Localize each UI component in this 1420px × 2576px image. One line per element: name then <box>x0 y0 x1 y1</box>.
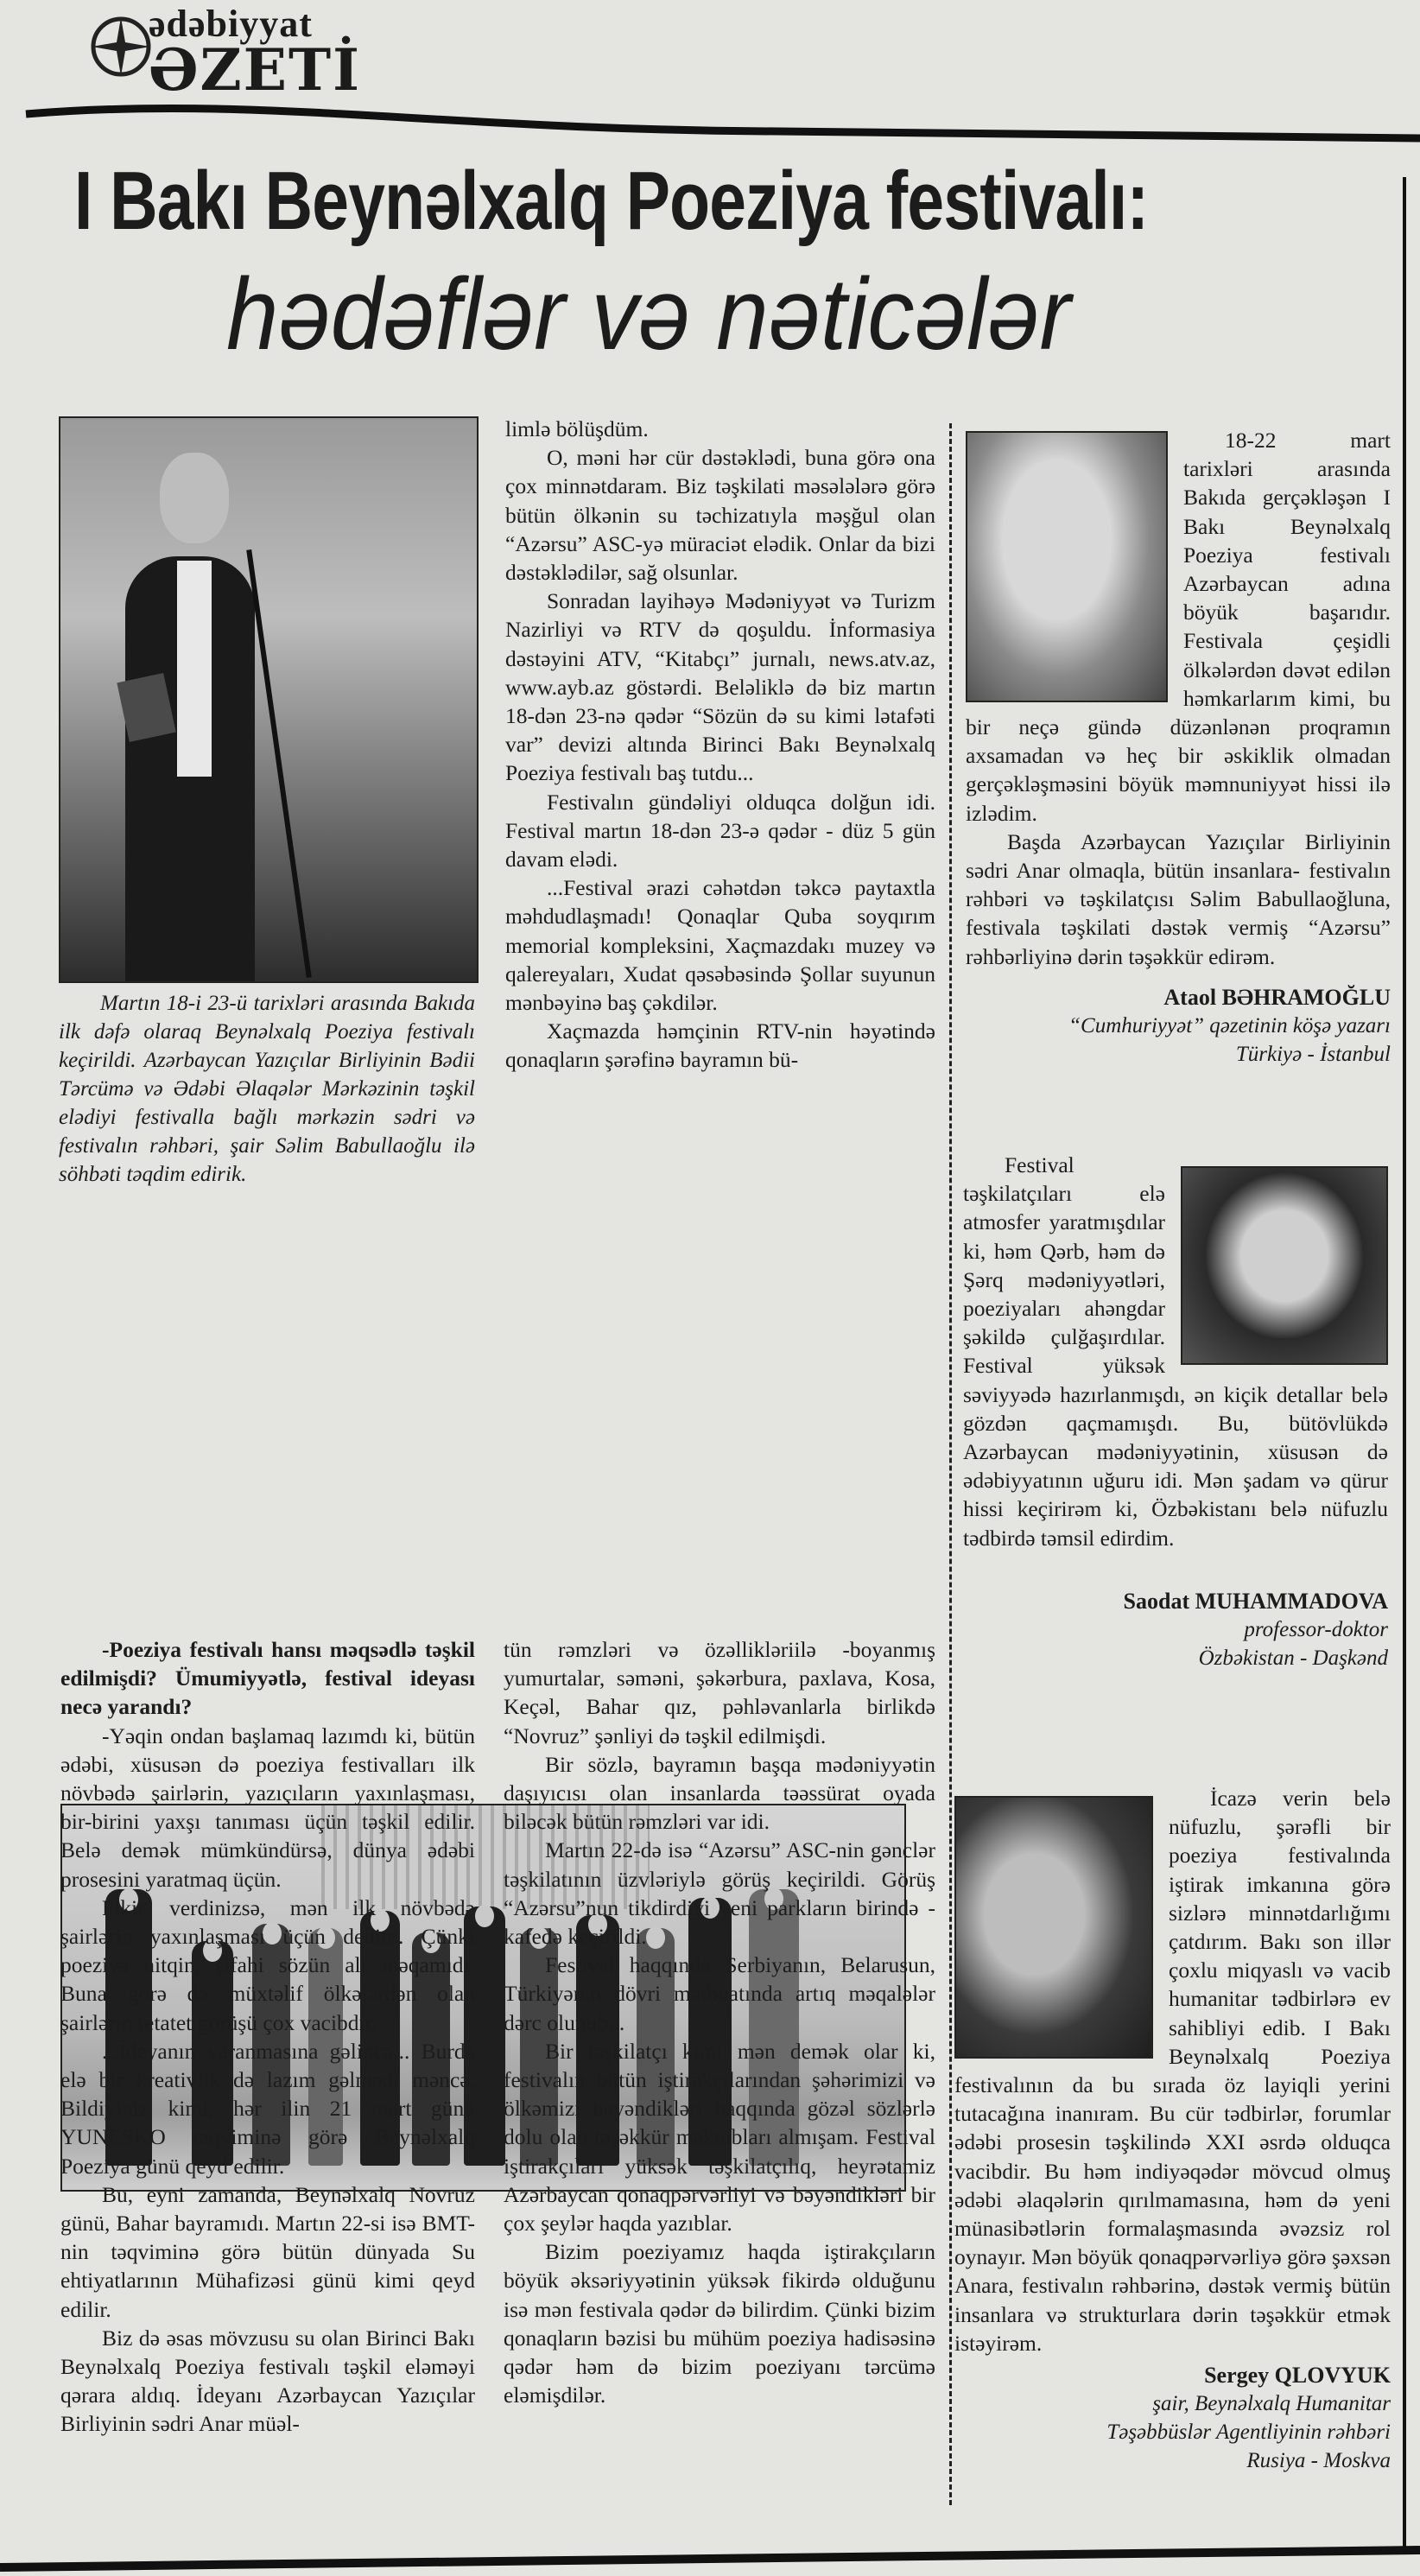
ataol-portrait <box>966 431 1168 702</box>
author-role: “Cumhuriyyət” qəzetinin köşə yazarı <box>1068 1014 1391 1038</box>
paragraph: Bir təşkilatçı kimi mən demək olar ki, festivalın bütün iştirakçılarından şəhərimizi və ölkəmizi bəyəndikləri haqqında gözəl sözlərlə dolu olan təşəkkür məktubları almışam. Festival iştirakçıları yüksək təşkilatçılıq, heyrətamiz Azərbaycan qonaqpərvərliyi və bəyəndikləri bir çox şeylər haqda yazıblar. <box>504 2038 935 2237</box>
column-divider <box>949 423 952 2505</box>
paragraph: Festival təşkilatçıları elə atmosfer yaratmışdılar ki, həm Qərb, həm də Şərq mədəniyyətləri, poeziyaları ahəngdar şəkildə çulğaşırdılar. Festival yüksək səviyyədə hazırlanmışdı, ən kiçik detallar belə gözdən qaçmamışdı. Bu, bütövlükdə Azərbaycan mədəniyyətinin, xüsusən də ədəbiyyatının uğuru idi. Mən şadam və qürur hissi keçirirəm ki, Özbəkistanı belə nüfuzlu tədbirdə təmsil edirdim. <box>963 1152 1388 1551</box>
logo-line1: ədəbiyyat <box>149 3 313 45</box>
photo-caption <box>59 989 475 1189</box>
paragraph: Festival haqqında Serbiyanın, Belarusun, Türkiyənin dövri mətbuatında artıq məqalələr dərc olunub... <box>504 1952 935 2035</box>
paragraph: Bir sözlə, bayramın başqa mədəniyyətin daşıyıcısı olan insanlarda təəssürat oyada biləcək bütün rəmzləri var idi. <box>504 1751 935 1835</box>
paragraph: ...Festival ərazi cəhətdən təkcə paytaxtla məhdudlaşmadı! Qonaqlar Quba soyqırım memorial kompleksini, Xaçmazdakı muzey və qalereyaları, Xudat qəsəbəsində Şollar suyunun mənbəyinə baş çəkdilər. <box>505 875 935 1016</box>
paragraph: 18-22 mart tarixləri arasında Bakıda gerçəkləşən I Bakı Beynəlxalq Poeziya festivalı Azərbaycan adına böyük başarıdır. Festivala çeşidli ölkələrdən dəvət edilən həmkarlarım kimi, bu bir neçə gündə düzənlənən proqramın axsamadan və heç bir əskiklik olmadan gerçəkləşməsini böyük məmnuniyyət hissi ilə izlədim. <box>966 428 1391 826</box>
author-role-2: Təşəbbüslər Agentliyinin rəhbəri <box>1106 2421 1391 2445</box>
paragraph: Xaçmazda həmçinin RTV-nin həyətində qonaqların şərəfinə bayramın bü- <box>505 1018 935 1073</box>
author-location: Türkiyə - İstanbul <box>1235 1043 1391 1067</box>
author-location: Rusiya - Moskva <box>1246 2449 1391 2473</box>
testimonial-saodat <box>963 1151 1388 1672</box>
masthead-logo <box>86 2 380 104</box>
paragraph: Bu, eyni zamanda, Beynəlxalq Novruz günü, Bahar bayramıdı. Martın 22-si isə BMT-nin təqviminə görə bütün dünyada Su ehtiyatlarının Mühafizəsi günü kimi qeyd edilir. <box>60 2181 475 2322</box>
paragraph: ...İdeyanın yaranmasına gəlincə... Burda elə bir kreativlik də lazım gəlmədi məncə. Bildiyiniz kimi, hər ilin 21 mart günü YUNESKO təqviminə görə Beynəlxalq Poeziya günü qeyd edilir. <box>60 2038 475 2179</box>
paragraph: Festivalın gündəliyi olduqca dolğun idi. Festival martın 18-dən 23-ə qədər - düz 5 gün davam elədi. <box>505 789 935 872</box>
paragraph: Martın 22-də isə “Azərsu” ASC-nin gənclər təşkilatının üzvləriylə görüş keçirildi. Görüş “Azərsu”nun tikdirdiyi yeni parkların birində - kafedə keçirildi. <box>504 1837 935 1950</box>
page-right-rule <box>1403 177 1406 2553</box>
headline-line2: hədəflər və nəticələr <box>226 257 1071 371</box>
saodat-portrait <box>1181 1166 1388 1365</box>
left-bottom-column <box>60 1635 475 2439</box>
signature <box>963 1587 1388 1672</box>
testimonial-ataol <box>966 426 1391 1069</box>
compass-star-icon <box>86 12 155 81</box>
paragraph: O, məni hər cür dəstəklədi, buna görə ona çox minnətdaram. Biz təşkilati məsələlərə görə bütün ölkənin su təchizatıyla məşğul olan “Azərsu” ASC-yə müraciət elədik. Onlar da bizi dəstəklədilər, sağ olsunlar. <box>505 445 935 586</box>
paragraph: limlə bölüşdüm. <box>505 416 649 441</box>
logo-line2: ƏZETİ <box>149 36 361 104</box>
paragraph: Başda Azərbaycan Yazıçılar Birliyinin sədri Anar olmaqla, bütün insanlara- festivalın rəhbəri və təşkilatçısı Səlim Babullaoğluna, festivala təşkilati dəstək vermiş “Azərsu” rəhbərliyinə dərin təşəkkür edirəm. <box>966 828 1391 969</box>
paragraph: Biz də əsas mövzusu su olan Birinci Bakı Beynəlxalq Poeziya festivalı təşkil eləməyi qərara aldıq. İdeyanı Azərbaycan Yazıçılar Birliyinin sədri Anar müəl- <box>60 2325 475 2437</box>
header-rule <box>0 95 1420 155</box>
author-role: professor-doktor <box>1244 1618 1388 1642</box>
middle-top-column <box>505 415 935 1075</box>
author-name: Sergey QLOVYUK <box>1204 2363 1391 2389</box>
author-role: şair, Beynəlxalq Humanitar <box>1152 2392 1391 2416</box>
speaker-photo <box>59 416 479 983</box>
signature <box>966 983 1391 1069</box>
paragraph: tün rəmzləri və özəllikləriilə -boyanmış yumurtalar, səməni, şəkərbura, paxlava, Kosa, Keçəl, Bahar qız, pəhləvanlarla birlikdə “Novruz” şənliyi də təşkil edilmişdi. <box>504 1637 935 1748</box>
caption-text: Martın 18-i 23-ü tarixləri arasında Bakıda ilk dəfə olaraq Beynəlxalq Poeziya festivalı keçirildi. Azərbaycan Yazıçılar Birliyinin Bədii Tərcümə və Ədəbi Əlaqələr Mərkəzinin təşkil elədiyi festivalla bağlı mərkəzin sədri və festivalın rəhbəri, şair Səlim Babullaoğlu ilə söhbəti təqdim edirik. <box>59 992 475 1186</box>
author-name: Saodat MUHAMMADOVA <box>1123 1588 1388 1614</box>
middle-bottom-column <box>504 1635 935 2409</box>
author-name: Ataol BƏHRAMOĞLU <box>1163 984 1391 1010</box>
paragraph: İcazə verin belə nüfuzlu, şərəfli bir poeziya festivalında iştirak imkanına görə sizlərə minnətdarlığımı çatdırım. Bakı son illər çoxlu miqyaslı və vacib humanitar tədbirlərə ev sahibliyi edib. I Bakı Beynəlxalq Poeziya festivalının da bu sırada öz layiqli yerini tutacağına inanıram. Bu cür tədbirlər, forumlar ədəbi prosesin təşkilində XXI əsrdə olduqca vacibdir. Bu həm indiyəqədər mövcud olmuş ədəbi əlaqələrin qırılmamasına, həm də yeni münasibətlərin formalaşmasında əvəzsiz rol oynayır. Mən böyük qonaqpərvərliyə görə şəxsən Anara, festivalın rəhbərinə, dəstək vermiş bütün insanlara və strukturlara dərin təşəkkür etmək istəyirəm. <box>954 1786 1391 2356</box>
signature <box>954 2361 1391 2475</box>
sergey-portrait <box>954 1796 1153 2059</box>
paragraph: -Yəqin ondan başlamaq lazımdı ki, bütün ədəbi, xüsusən də poeziya festivalları ilk növbədə şairlərin, yazıçıların yaxınlaşması, bir-birini yaxşı tanıması üçün təşkil edilir. Belə demək mümkündürsə, dünya ədəbi prosesini yaratmaq üçün. <box>60 1723 475 1892</box>
headline-line1: I Bakı Beynəlxalq Poeziya festivalı: <box>74 155 1149 247</box>
interview-question: -Poeziya festivalı hansı məqsədlə təşkil edilmişdi? Ümumiyyətlə, festival ideyası necə yarandı? <box>60 1637 475 1720</box>
paragraph: Sonradan layihəyə Mədəniyyət və Turizm Nazirliyi və RTV də qoşuldu. İnformasiya dəstəyini ATV, “Kitabçı” jurnalı, news.atv.az, www.ayb.az göstərdi. Beləliklə də biz martın 18-dən 23-nə qədər “Sözün də su kimi lətafəti var” devizi altında Birinci Bakı Beynəlxalq Poeziya festivalı baş tutdu... <box>505 588 935 786</box>
paragraph: Bizim poeziyamız haqda iştirakçıların böyük əksəriyyətinin yüksək fikirdə olduğunu isə mən festivala qədər də bilirdim. Çünki bizim qonaqların bəzisi bu mühüm poeziya hadisəsinə qədər həm də bizim poeziyanı tərcümə eləmişdilər. <box>504 2239 935 2408</box>
paragraph: Fikir verdinizsə, mən ilk növbədə şairlərin yaxınlaşması üçün dedim. Çünki poeziya nitqin, şifahi sözün ali məqamıdı. Buna görə də müxtəlif ölkələrdən olan şairlərin tetatet görüşü çox vacibdir. <box>60 1894 475 2035</box>
footer-rule <box>0 2540 1420 2576</box>
author-location: Özbəkistan - Daşkənd <box>1198 1646 1388 1671</box>
testimonial-sergey <box>954 1784 1391 2475</box>
